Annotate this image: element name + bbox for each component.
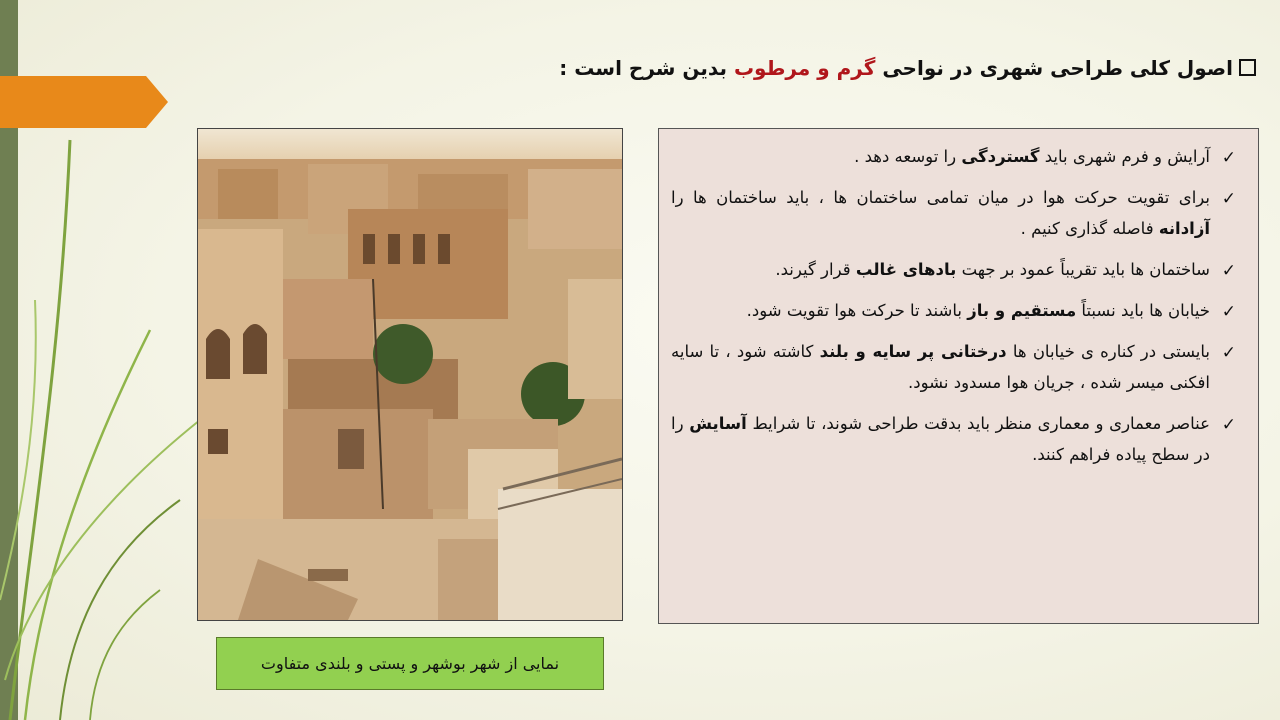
bullet-text: بایستی در کناره ی خیابان ها — [1012, 342, 1210, 361]
list-item — [671, 408, 1236, 470]
list-item — [671, 254, 1236, 285]
title-part2: بدین شرح است : — [559, 56, 727, 80]
bullet-text: آرایش و فرم شهری باید — [1044, 147, 1210, 166]
photo-caption — [216, 637, 604, 690]
checkbox-icon — [1239, 59, 1256, 76]
bushehr-city-photo — [197, 128, 623, 621]
slide-title — [356, 56, 1256, 80]
caption-text: نمایی از شهر بوشهر و پستی و بلندی متفاوت — [260, 654, 560, 673]
list-item — [671, 182, 1236, 244]
bullet-text: فاصله گذاری کنیم . — [1020, 219, 1154, 238]
bullet-text: را توسعه دهد . — [854, 147, 957, 166]
list-item — [671, 336, 1236, 398]
bullet-text: برای تقویت حرکت هوا در میان تمامی ساختمان ها ، باید ساختمان ها را — [671, 188, 1210, 207]
title-highlight: گرم و مرطوب — [733, 56, 876, 80]
bullet-text: را در سطح پیاده فراهم کنند. — [671, 414, 1210, 464]
checkmark-icon: ✓ — [1221, 189, 1236, 209]
bullet-text: عناصر معماری و معماری منظر باید بدقت طراحی شوند، تا شرایط — [752, 414, 1210, 433]
principles-textbox — [658, 128, 1259, 624]
checkmark-icon: ✓ — [1221, 261, 1236, 281]
bullet-text: خیابان ها باید نسبتاً — [1081, 301, 1210, 320]
bullet-text: کاشته شود ، تا سایه افکنی میسر شده ، جریان هوا مسدود نشود. — [671, 342, 1210, 392]
principles-list — [671, 141, 1236, 470]
title-part1: اصول کلی طراحی شهری در نواحی — [882, 56, 1233, 80]
bullet-bold: آسایش — [689, 414, 747, 433]
list-item — [671, 141, 1236, 172]
bullet-bold: آزادانه — [1158, 219, 1210, 238]
bullet-bold: درختانی پر سایه و بلند — [819, 342, 1007, 361]
checkmark-icon: ✓ — [1221, 302, 1236, 322]
checkmark-icon: ✓ — [1221, 148, 1236, 168]
list-item — [671, 295, 1236, 326]
bullet-bold: مستقیم و باز — [967, 301, 1077, 320]
bullet-bold: گستردگی — [961, 147, 1040, 166]
bullet-bold: بادهای غالب — [855, 260, 957, 279]
grass-decoration — [0, 120, 210, 720]
bullet-text: قرار گیرند. — [775, 260, 851, 279]
checkmark-icon: ✓ — [1221, 415, 1236, 435]
bullet-text: باشند تا حرکت هوا تقویت شود. — [746, 301, 962, 320]
bullet-text: ساختمان ها باید تقریباً عمود بر جهت — [961, 260, 1210, 279]
checkmark-icon: ✓ — [1221, 343, 1236, 363]
